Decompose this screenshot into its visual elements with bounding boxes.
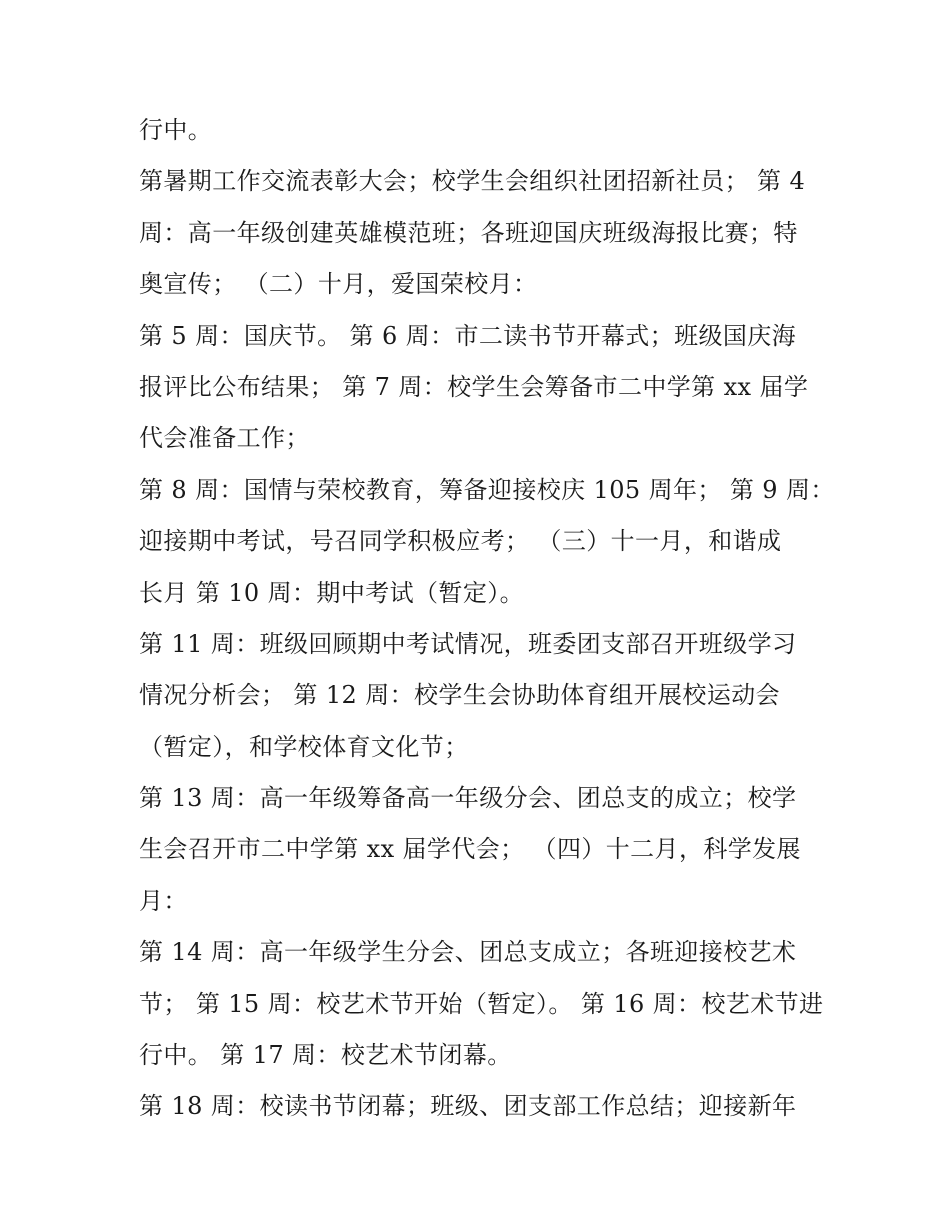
text-line: 情况分析会； 第 12 周：校学生会协助体育组开展校运动会 xyxy=(139,681,781,710)
text-line: 第暑期工作交流表彰大会；校学生会组织社团招新社员； 第 4 xyxy=(139,167,806,196)
text-line: 迎接期中考试，号召同学积极应考； （三）十一月，和谐成 xyxy=(139,527,782,556)
text-line: 周：高一年级创建英雄模范班；各班迎国庆班级海报比赛；特 xyxy=(139,218,798,247)
text-line: 第 8 周：国情与荣校教育，筹备迎接校庆 105 周年； 第 9 周： xyxy=(139,475,835,504)
text-line: 生会召开市二中学第 xx 届学代会； （四）十二月，科学发展 xyxy=(139,835,801,864)
text-line: 行中。 xyxy=(139,116,213,144)
text-line: 报评比公布结果； 第 7 周：校学生会筹备市二中学第 xx 届学 xyxy=(139,372,809,401)
text-line: 月： xyxy=(139,886,188,915)
text-line: （暂定），和学校体育文化节； xyxy=(139,732,469,761)
text-line: 节； 第 15 周：校艺术节开始（暂定）。 第 16 周：校艺术节进 xyxy=(139,989,824,1018)
text-line: 代会准备工作； xyxy=(139,424,310,453)
document-body xyxy=(139,105,835,1133)
text-line: 第 5 周：国庆节。 第 6 周：市二读书节开幕式；班级国庆海 xyxy=(139,321,797,350)
text-line: 长月 第 10 周：期中考试（暂定）。 xyxy=(139,578,525,607)
text-line: 第 13 周：高一年级筹备高一年级分会、团总支的成立；校学 xyxy=(139,784,797,813)
text-line: 第 18 周：校读书节闭幕；班级、团支部工作总结；迎接新年 xyxy=(139,1092,797,1121)
text-line: 行中。 第 17 周：校艺术节闭幕。 xyxy=(139,1041,512,1070)
text-line: 第 14 周：高一年级学生分会、团总支成立；各班迎接校艺术 xyxy=(139,938,797,967)
text-line: 第 11 周：班级回顾期中考试情况，班委团支部召开班级学习 xyxy=(139,629,797,658)
text-line: 奥宣传； （二）十月，爱国荣校月： xyxy=(139,270,538,299)
